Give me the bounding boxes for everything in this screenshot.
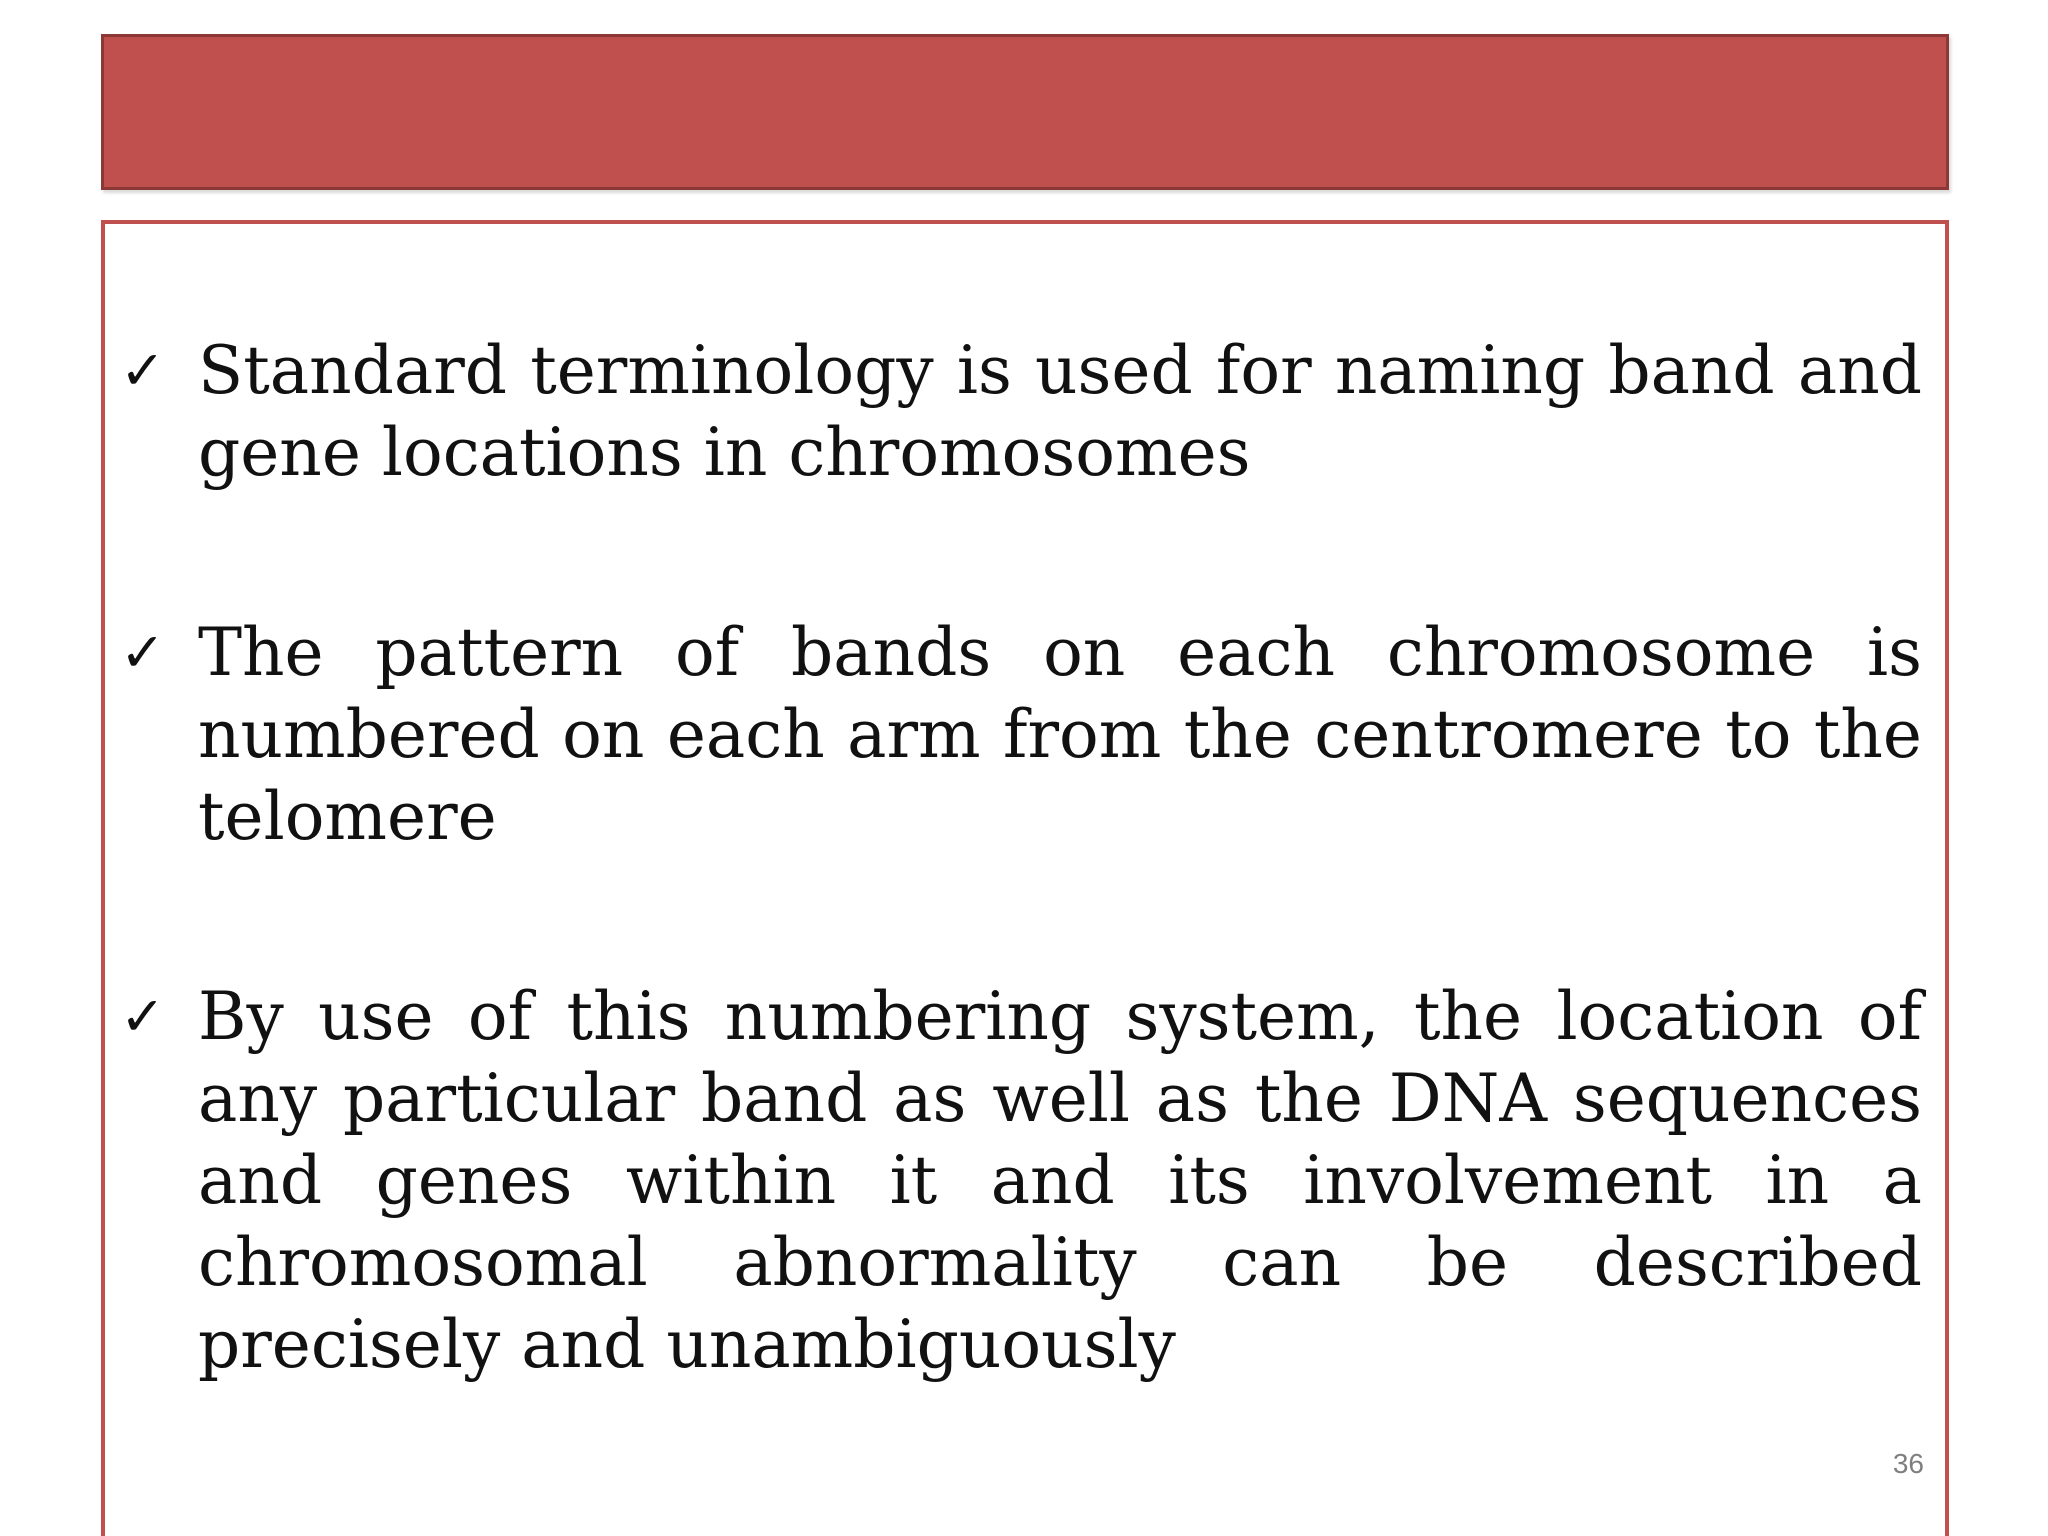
checkmark-icon: ✓ [120, 339, 166, 402]
bullet-text: The pattern of bands on each chromosome is numbered on each arm from the centromere to the telomere [198, 614, 1922, 855]
bullet-text: Standard terminology is used for naming band and gene locations in chromosomes [198, 332, 1922, 491]
bullet-list [120, 330, 1922, 1504]
bullet-text: By use of this numbering system, the location of any particular band as well as the DNA sequences and genes within it and its involvement in a chromosomal abnormality can be described precisely and unambiguously [198, 978, 1922, 1383]
checkmark-icon: ✓ [120, 621, 166, 684]
title-bar [101, 34, 1949, 190]
bullet-item [120, 612, 1922, 858]
bullet-item [120, 330, 1922, 494]
page-number: 36 [1892, 1448, 1924, 1479]
bullet-item [120, 976, 1922, 1386]
checkmark-icon: ✓ [120, 985, 166, 1048]
